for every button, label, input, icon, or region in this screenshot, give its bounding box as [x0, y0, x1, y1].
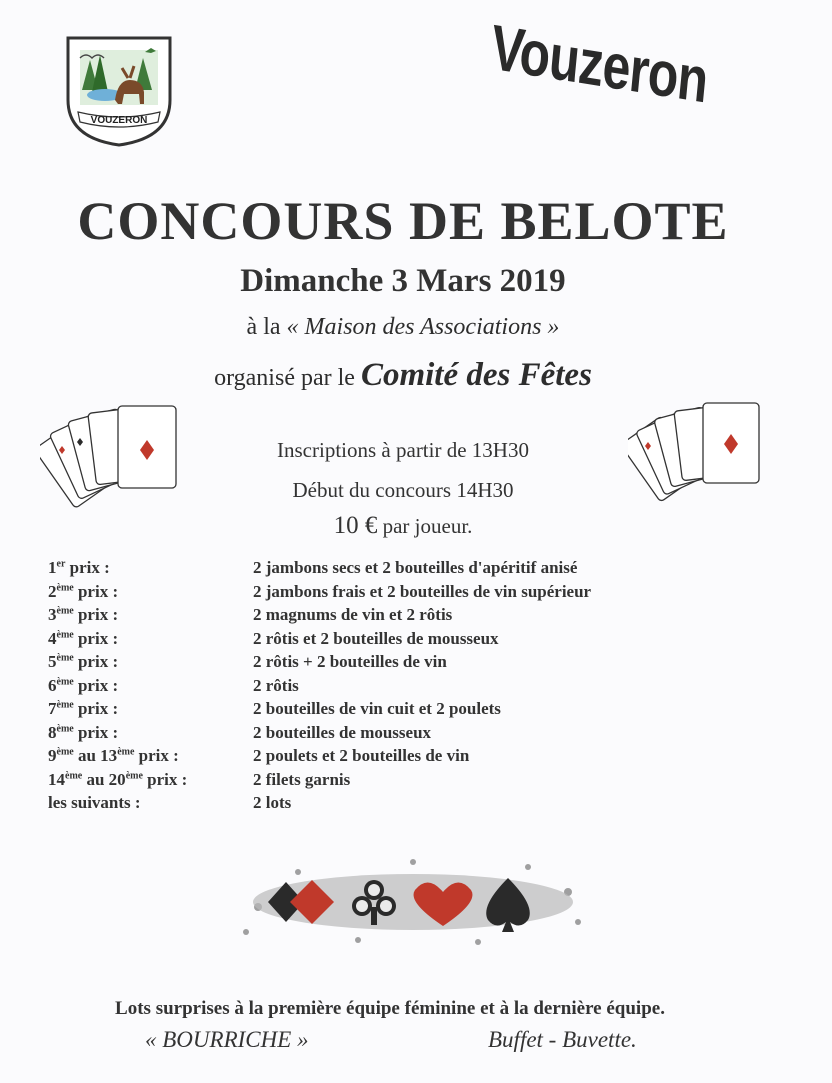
prize-description: 2 poulets et 2 bouteilles de vin: [253, 746, 470, 765]
prize-row: [48, 721, 788, 745]
prize-row: [48, 650, 788, 674]
start-time: Début du concours 14H30: [292, 478, 514, 502]
rank-text: prix :: [73, 652, 119, 671]
prize-description: 2 jambons frais et 2 bouteilles de vin supérieur: [253, 581, 592, 601]
rank-suffix: ème: [56, 581, 74, 593]
rank-text: 14: [48, 769, 65, 789]
registration-time: Inscriptions à partir de 13H30: [277, 438, 529, 462]
rank-suffix: ème: [56, 699, 74, 711]
rank-text: au 13: [73, 746, 118, 765]
rank-suffix: ème: [117, 746, 135, 758]
rank-text: 4: [48, 628, 57, 648]
event-date: Dimanche 3 Mars 2019: [240, 263, 566, 299]
rank-suffix: er: [56, 558, 66, 570]
venue-prefix: à la: [246, 314, 281, 340]
prize-description: 2 rôtis et 2 bouteilles de mousseux: [253, 628, 499, 648]
rank-text: prix :: [142, 769, 188, 789]
rank-text: 7: [48, 699, 57, 718]
rank-text: 9: [48, 746, 57, 765]
prize-row: [48, 674, 788, 698]
prize-row: [48, 791, 788, 815]
rank-text: 2: [48, 581, 57, 601]
price-suffix: par joueur.: [377, 514, 473, 538]
prize-row: [48, 580, 788, 604]
prize-description: 2 jambons secs et 2 bouteilles d'apéritif anisé: [253, 558, 578, 577]
rank-text: prix :: [73, 628, 119, 648]
card-suits-splash-icon: [238, 852, 588, 947]
crest-label: VOUZERON: [90, 115, 148, 126]
rank-text: prix :: [73, 581, 119, 601]
prize-row: [48, 627, 788, 651]
rank-text: 8: [48, 722, 57, 742]
prize-row: [48, 556, 788, 580]
bourriche-label: « BOURRICHE »: [145, 1027, 309, 1052]
entry-price: [0, 512, 806, 540]
price-amount: 10 €: [333, 512, 378, 539]
rank-suffix: ème: [56, 675, 74, 687]
page-title: CONCOURS DE BELOTE: [77, 191, 729, 251]
prize-row: [48, 603, 788, 627]
rank-text: prix :: [73, 605, 119, 624]
rank-suffix: ème: [125, 769, 143, 781]
rank-suffix: ème: [56, 652, 74, 664]
surprise-lots-note: Lots surprises à la première équipe féminine et à la dernière équipe.: [115, 998, 665, 1019]
prize-rank: [48, 697, 253, 721]
town-crest: [60, 30, 178, 148]
prize-description: 2 filets garnis: [253, 769, 351, 789]
prize-description: 2 bouteilles de mousseux: [253, 722, 432, 742]
rank-text: prix :: [65, 558, 110, 577]
venue-line: [0, 314, 806, 341]
rank-suffix: ème: [56, 722, 74, 734]
organizer-prefix: organisé par le: [214, 365, 355, 391]
rank-text: 1: [48, 558, 57, 577]
prize-rank: [48, 580, 253, 604]
prize-row: [48, 768, 788, 792]
prize-rank: [48, 650, 253, 674]
organizer-name: Comité des Fêtes: [360, 357, 592, 393]
prize-rank: [48, 556, 253, 580]
rank-text: prix :: [73, 722, 119, 742]
rank-text: 6: [48, 675, 57, 695]
rank-suffix: ème: [56, 628, 74, 640]
rank-text: prix :: [73, 699, 119, 718]
prize-row: [48, 744, 788, 768]
prize-rank: [48, 768, 253, 792]
prize-rank: [48, 744, 253, 768]
rank-suffix: ème: [56, 605, 74, 617]
prize-description: 2 bouteilles de vin cuit et 2 poulets: [253, 699, 501, 718]
rank-text: 3: [48, 605, 57, 624]
rank-text: 5: [48, 652, 57, 671]
crest-emblem-icon: [60, 30, 178, 148]
prize-rank: [48, 791, 253, 815]
prize-description: 2 rôtis: [253, 675, 299, 695]
rank-text: prix :: [73, 675, 119, 695]
town-name: Vouzeron: [488, 10, 711, 117]
rank-suffix: ème: [56, 746, 74, 758]
prize-rank: [48, 627, 253, 651]
prize-list: [48, 556, 788, 815]
prize-description: 2 magnums de vin et 2 rôtis: [253, 605, 453, 624]
prize-rank: [48, 603, 253, 627]
venue-name: « Maison des Associations »: [286, 314, 560, 340]
prize-description: 2 rôtis + 2 bouteilles de vin: [253, 652, 447, 671]
buffet-label: Buffet - Buvette.: [488, 1027, 637, 1052]
rank-text: au 20: [82, 769, 126, 789]
rank-text: prix :: [134, 746, 179, 765]
prize-row: [48, 697, 788, 721]
rank-suffix: ème: [65, 769, 83, 781]
prize-rank: [48, 721, 253, 745]
rank-text: les suivants :: [48, 793, 141, 812]
prize-description: 2 lots: [253, 793, 292, 812]
organizer-line: [0, 357, 806, 394]
prize-rank: [48, 674, 253, 698]
